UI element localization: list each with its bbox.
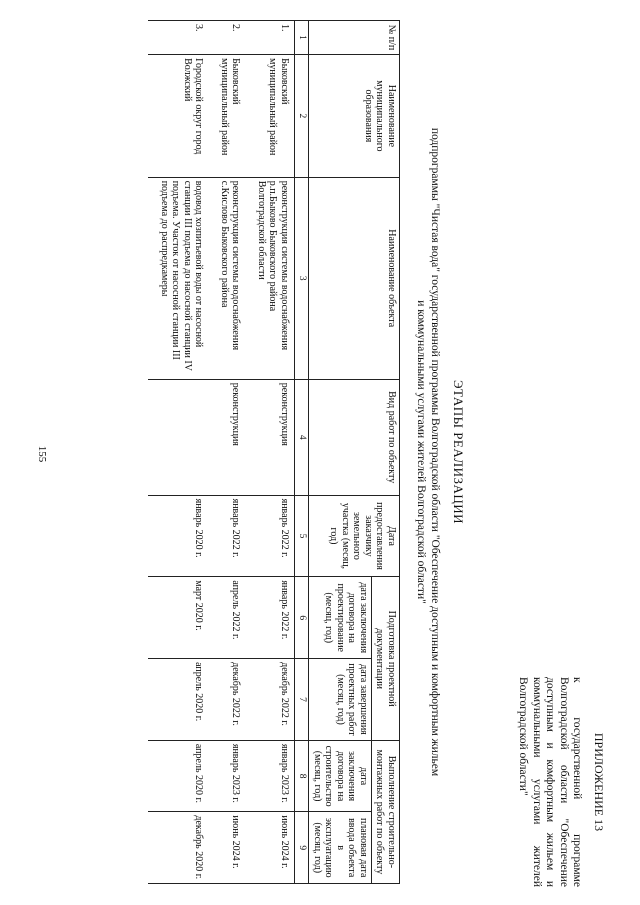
row-land-date: январь 2022 г.: [209, 495, 246, 577]
subtitle-line-1: подпрограммы "Чистая вода" государственной программы Волгоградской области "Обеспечение доступным и комфортным жильем: [429, 127, 441, 777]
row-design-contract: апрель 2022 г.: [209, 577, 246, 659]
row-commissioning: декабрь 2020 г.: [149, 812, 209, 884]
row-work-type: реконструкция: [209, 379, 246, 495]
row-design-complete: апрель 2020 г.: [149, 659, 209, 741]
row-land-date: январь 2022 г.: [246, 495, 295, 577]
header-design-contract: дата заключения договора на проектирование (месяц, год): [309, 577, 372, 659]
header-num: № п/п: [309, 21, 400, 55]
stages-table: [149, 20, 401, 884]
page-number: 155: [36, 445, 48, 463]
column-number: 1: [295, 21, 310, 55]
row-object: реконструкция системы водоснабжения р.п.Быково Быковского района Волгоградской области: [246, 177, 295, 379]
row-municipality: Городской округ город Волжский: [149, 55, 209, 178]
row-work-type: [149, 379, 209, 495]
header-commissioning: плановая дата ввода объекта в эксплуатацию (месяц, год): [309, 812, 372, 884]
row-construction-contract: апрель 2020 г.: [149, 740, 209, 812]
column-number: 3: [295, 177, 310, 379]
table-row: [209, 21, 246, 884]
header-design-complete: дата завершения проектных работ (месяц, год): [309, 659, 372, 741]
document-subtitle: [414, 12, 441, 892]
subtitle-line-2: и коммунальными услугами жителей Волгоградской области": [415, 300, 428, 604]
header-object: Наименование объекта: [309, 177, 400, 379]
header-design-group: Подготовка проектной документации: [372, 577, 400, 741]
row-num: 1.: [246, 21, 295, 55]
column-number: 6: [295, 577, 310, 659]
row-object: водовод хозпитьевой воды от насосной станции III подъема до насосной станции IV подъема. Участок от насосной станции III подъема до распредкамеры: [149, 177, 209, 379]
column-number: 5: [295, 495, 310, 577]
row-construction-contract: январь 2023 г.: [246, 740, 295, 812]
table-row: [246, 21, 295, 884]
row-object: реконструкция системы водоснабжения с.Кислово Быковского района: [209, 177, 246, 379]
row-design-contract: январь 2022 г.: [246, 577, 295, 659]
column-number: 7: [295, 659, 310, 741]
table-row: [149, 21, 209, 884]
row-design-complete: декабрь 2022 г.: [209, 659, 246, 741]
row-work-type: реконструкция: [246, 379, 295, 495]
row-design-complete: декабрь 2022 г.: [246, 659, 295, 741]
appendix-reference: к государственной программе Волгоградской области "Обеспечение доступным и комфортным жильем и коммунальными услугами жителей Волгоградской области": [517, 677, 584, 887]
document-title: ЭТАПЫ РЕАЛИЗАЦИИ: [451, 379, 466, 525]
table-header-row: [372, 21, 400, 884]
row-num: 3.: [149, 21, 209, 55]
column-number: 8: [295, 740, 310, 812]
header-construction-group: Выполнение строительно-монтажных работ по объекту: [372, 740, 400, 883]
row-land-date: январь 2020 г.: [149, 495, 209, 577]
row-design-contract: март 2020 г.: [149, 577, 209, 659]
column-number: 4: [295, 379, 310, 495]
appendix-title: ПРИЛОЖЕНИЕ 13: [592, 732, 606, 832]
appendix-block: [516, 677, 605, 887]
row-commissioning: июнь 2024 г.: [246, 812, 295, 884]
row-num: 2.: [209, 21, 246, 55]
column-number-row: [295, 21, 310, 884]
column-number: 9: [295, 812, 310, 884]
row-municipality: Быковский муниципальный район: [209, 55, 246, 178]
row-construction-contract: январь 2023 г.: [209, 740, 246, 812]
column-number: 2: [295, 55, 310, 178]
header-land-date: Дата предоставления заказчику земельного участка (месяц, год): [309, 495, 400, 577]
rotated-document-sheet: [35, 12, 605, 892]
row-municipality: Быковский муниципальный район: [246, 55, 295, 178]
header-municipality: Наименование муниципального образования: [309, 55, 400, 178]
header-work-type: Вид работ по объекту: [309, 379, 400, 495]
row-commissioning: июнь 2024 г.: [209, 812, 246, 884]
header-construction-contract: дата заключения договора на строительство (месяц, год): [309, 740, 372, 812]
